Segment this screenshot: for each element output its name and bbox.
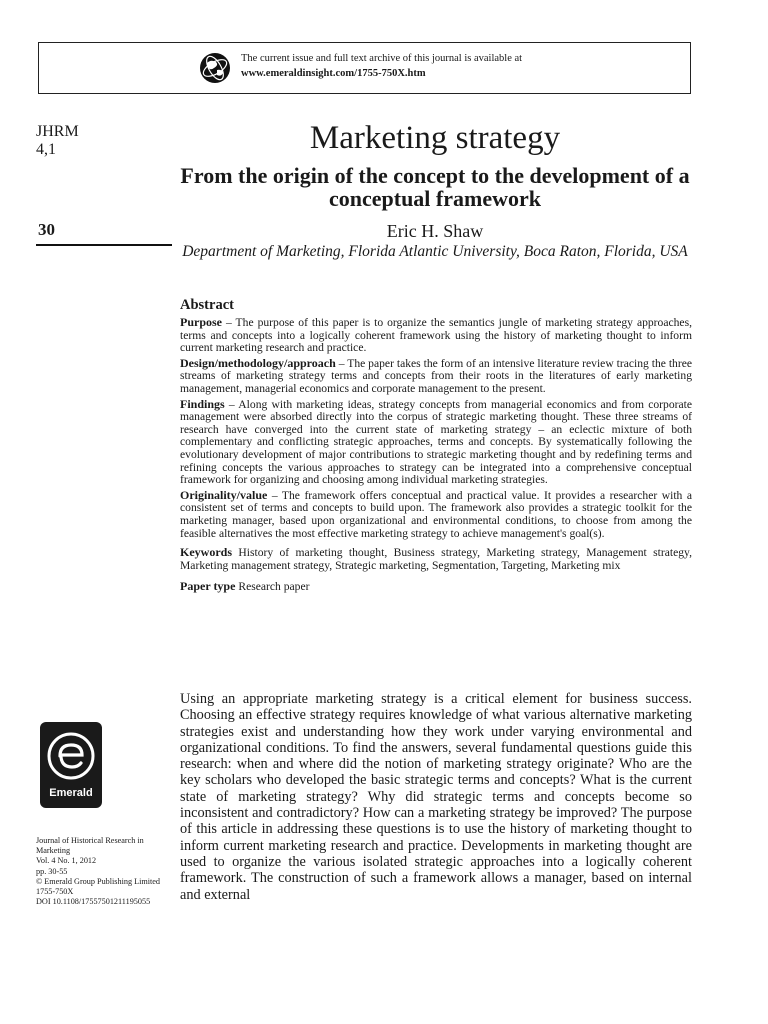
originality-label: Originality/value [180,487,268,502]
author-affiliation: Department of Marketing, Florida Atlantic University, Boca Raton, Florida, USA [182,243,688,260]
abstract-design [180,357,692,396]
author-name: Eric H. Shaw [386,221,484,241]
abstract-findings [180,398,692,487]
journal-code [36,123,79,159]
pubinfo-line: pp. 30-55 [36,866,68,876]
pubinfo-line: DOI 10.1108/17557501211195055 [36,897,151,907]
purpose-label: Purpose [180,315,222,329]
emerald-logo-text: Emerald [49,787,93,799]
pubinfo-line: Journal of Historical Research in [36,836,144,845]
archive-notice: The current issue and full text archive of this journal is available at [241,53,523,64]
emerald-e-icon [40,726,102,790]
abstract-originality [180,489,692,540]
pubinfo-line: © Emerald Group Publishing Limited [36,876,161,886]
abstract-keywords [180,546,692,572]
pubinfo-line: Marketing [36,846,71,856]
page-number: 30 [38,220,55,239]
keywords-text: History of marketing thought, Business strategy, Marketing strategy, Management strategy, Marketing management strategy, Strategic marketing, Segmentation, Targeting, Marketing mix [180,546,692,572]
design-label: Design/methodology/approach [180,355,336,370]
journal-abbrev: JHRM [36,123,79,140]
paper-type-label: Paper type [180,579,236,594]
article-title: Marketing strategy [309,120,561,156]
abstract-paper-type [180,580,692,594]
abstract-heading: Abstract [180,297,234,313]
paper-type-text: Research paper [235,580,310,594]
abstract-section [180,297,692,596]
volume-issue: 4,1 [36,141,56,158]
page-number-divider [36,244,172,246]
pubinfo-line: Vol. 4 No. 1, 2012 [36,856,97,866]
article-subtitle: From the origin of the concept to the development of a conceptual framework [180,163,690,211]
findings-text: – Along with marketing ideas, strategy concepts from managerial economics and from corporate management were absorbed directly into the corpus of strategic marketing thought. These three streams of research have converged into the current state of marketing strategy – an eclectic mixture of both complementary and conflicting strategic approaches, terms and concepts. By systematically following the evolutionary development of major contributions to strategic marketing thought and by redefining terms and refining concepts the various approaches to strategy can be integrated into a comprehensive conceptual framework for organizing and choosing among individual marketing strategies. [180,397,692,487]
abstract-purpose [180,316,692,355]
findings-label: Findings [180,396,225,411]
originality-text: – The framework offers conceptual and practical value. It provides a researcher with a consistent set of terms and concepts to build upon. The framework also provides a strategic toolkit for the marketing manager, based upon organizational and environmental conditions, to choose from among the feasible alternatives the most effective marketing strategy to achieve management's goal(s). [180,488,692,540]
journal-access-banner [38,42,691,94]
emerald-logo [40,722,102,808]
journal-url-link[interactable]: www.emeraldinsight.com/1755-750X.htm [241,68,426,79]
body-paragraph: Using an appropriate marketing strategy is a critical element for business success. Choosing an effective strategy requires knowledge of what various alternative marketing strategies exist and understanding how they work under varying environmental and organizational conditions. To find the answers, several fundamental questions guide this research: when and where did the notion of marketing strategy originate? Who are the key scholars who developed the basic strategic terms and concepts? What is the current state of marketing strategy? Why did strategic terms and concepts become so inconsistent and contradictory? How can a marketing strategy be improved? The purpose of this article in addressing these questions is to use the history of marketing thought to inform current marketing research and practice. Developments in marketing thought are used to organize the various isolated strategic approaches into a logically coherent framework. The construction of such a framework allows a manager, based on internal and external [180,691,692,903]
keywords-label: Keywords [180,545,232,560]
purpose-text: – The purpose of this paper is to organize the semantics jungle of marketing strategy approaches, terms and concepts into a logically coherent framework using the history of marketing thought to inform current marketing research and practice. [180,316,692,355]
design-text: – The paper takes the form of an intensive literature review tracing the three streams of marketing strategy terms and concepts from their roots in the literatures of early marketing management, managerial economics and corporate management to the present. [180,356,692,395]
globe-icon [199,52,231,84]
publication-info [36,836,178,907]
pubinfo-line: 1755-750X [36,887,74,897]
